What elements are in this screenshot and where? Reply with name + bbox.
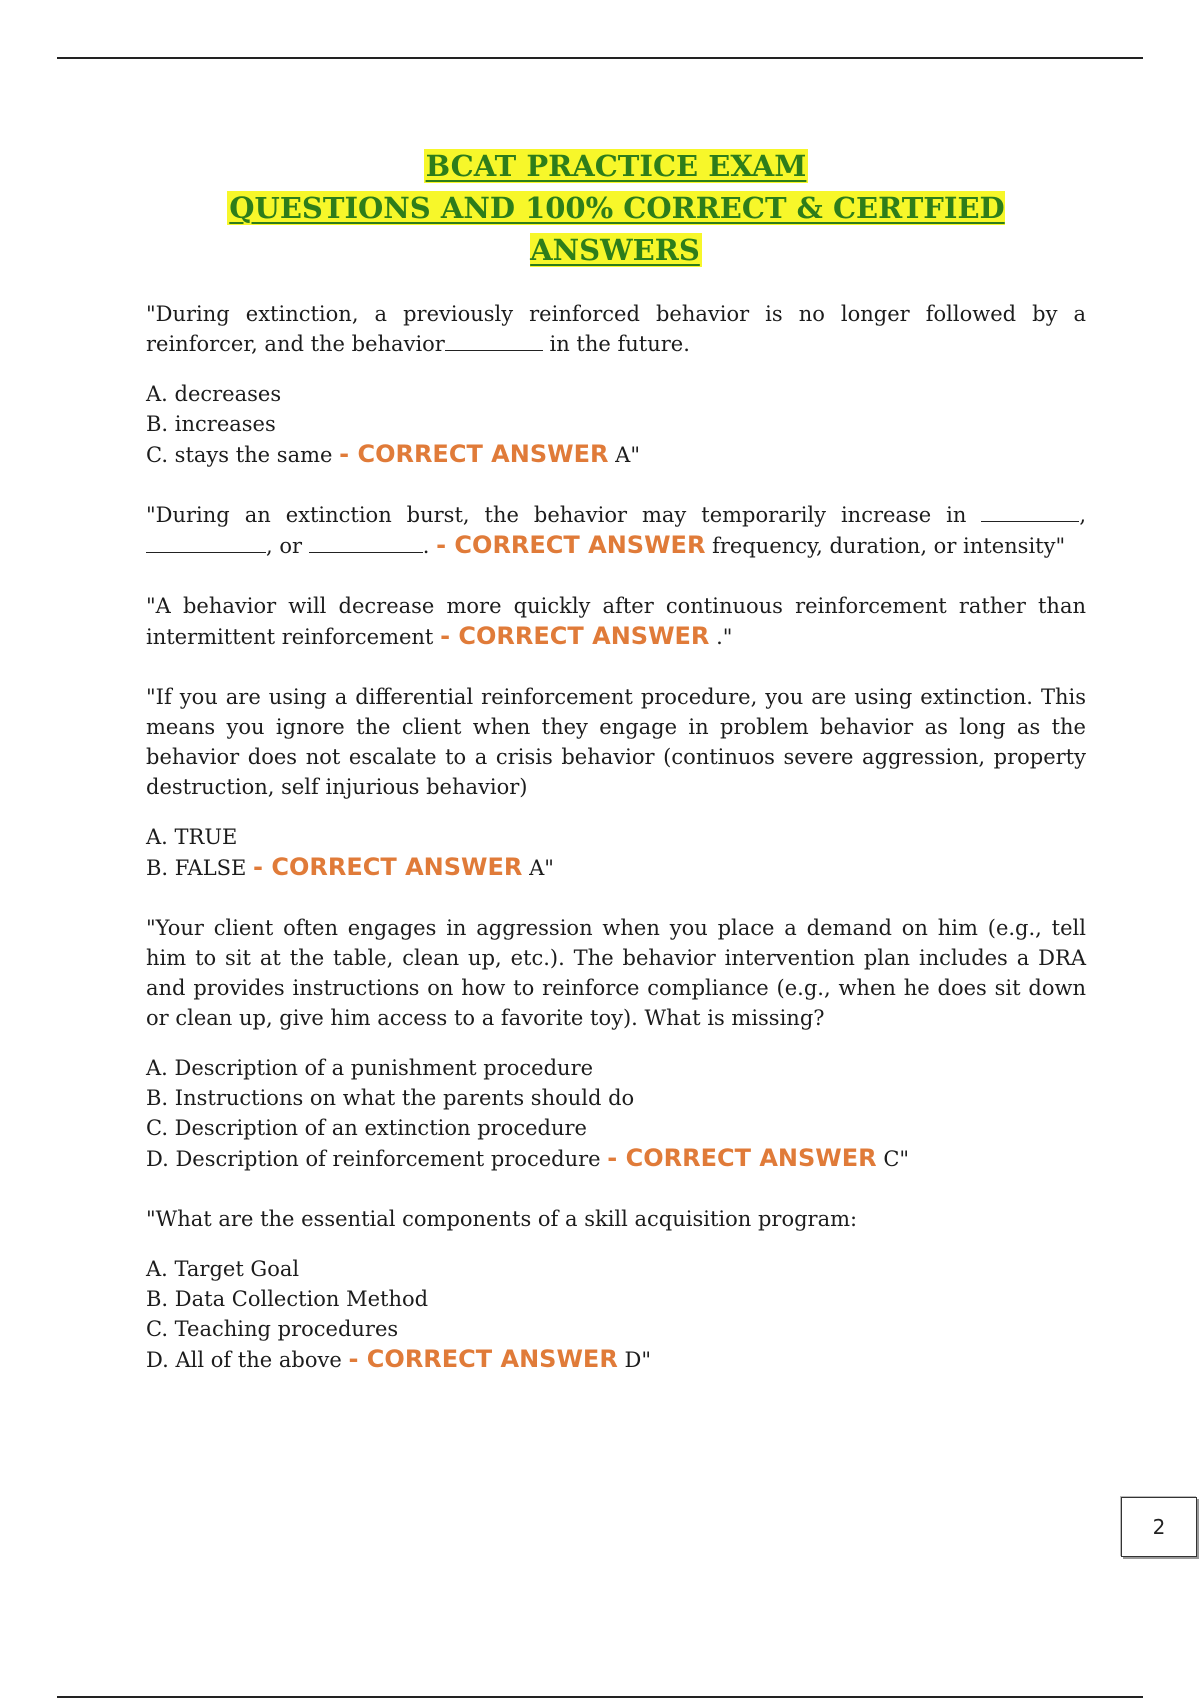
correct-answer-label: - CORRECT ANSWER — [253, 853, 523, 881]
question-5-options — [146, 1053, 1086, 1174]
question-2-text: "During an extinction burst, the behavior may temporarily increase in , , or . - CORRECT ANSWER frequency, duration, or intensity" — [146, 503, 1086, 559]
option-with-answer: D. Description of reinforcement procedure - CORRECT ANSWER C" — [146, 1144, 910, 1172]
document-body — [146, 145, 1086, 1405]
document-title — [146, 145, 1086, 271]
correct-answer-label: - CORRECT ANSWER — [339, 440, 609, 468]
answer-value: A" — [529, 856, 554, 880]
question-4-options — [146, 822, 1086, 883]
option-with-answer: B. FALSE - CORRECT ANSWER A" — [146, 853, 554, 881]
question-4-text: "If you are using a differential reinforcement procedure, you are using extinction. This means you ignore the client when they engage in problem behavior as long as the behavior does not escalate to a crisis behavior (continuos severe aggression, property destruction, self injurious behavior) — [146, 685, 1086, 799]
option: A. Target Goal — [146, 1257, 300, 1281]
answer-blank — [309, 532, 423, 553]
answer-value: frequency, duration, or intensity" — [712, 534, 1066, 558]
option: A. TRUE — [146, 825, 238, 849]
correct-answer-label: - CORRECT ANSWER — [440, 622, 710, 650]
option: C. Teaching procedures — [146, 1317, 399, 1341]
title-line-1: BCAT PRACTICE EXAM — [425, 149, 807, 183]
answer-value: D" — [624, 1348, 651, 1372]
option: A. decreases — [146, 382, 282, 406]
option: A. Description of a punishment procedure — [146, 1056, 594, 1080]
option: B. Data Collection Method — [146, 1287, 429, 1311]
answer-blank — [445, 330, 543, 351]
question-6-text: "What are the essential components of a skill acquisition program: — [146, 1207, 858, 1231]
answer-blank — [146, 532, 266, 553]
page-number-box — [1121, 1497, 1197, 1557]
footer-rule — [57, 1696, 1143, 1698]
answer-value: C" — [883, 1147, 910, 1171]
question-5 — [146, 913, 1086, 1174]
question-6 — [146, 1204, 1086, 1375]
option: B. increases — [146, 412, 276, 436]
question-2 — [146, 500, 1086, 561]
question-6-options — [146, 1254, 1086, 1375]
header-rule — [57, 57, 1143, 59]
page-number: 2 — [1152, 1515, 1166, 1539]
title-line-2: QUESTIONS AND 100% CORRECT & CERTFIED ANSWERS — [229, 191, 1005, 267]
correct-answer-label: - CORRECT ANSWER — [607, 1144, 877, 1172]
question-1 — [146, 299, 1086, 470]
question-1-options — [146, 379, 1086, 470]
option: C. Description of an extinction procedure — [146, 1116, 587, 1140]
question-1-text: "During extinction, a previously reinforced behavior is no longer followed by a reinforcer, and the behavior in the future. — [146, 302, 1086, 356]
correct-answer-label: - CORRECT ANSWER — [348, 1345, 618, 1373]
answer-value: A" — [615, 443, 640, 467]
correct-answer-label: - CORRECT ANSWER — [436, 531, 706, 559]
question-4 — [146, 682, 1086, 883]
question-3 — [146, 591, 1086, 652]
answer-blank — [981, 501, 1079, 522]
question-5-text: "Your client often engages in aggression when you place a demand on him (e.g., tell him to sit at the table, clean up, etc.). The behavior intervention plan includes a DRA and provides instructions on how to reinforce compliance (e.g., when he does sit down or clean up, give him access to a favorite toy). What is missing? — [146, 916, 1086, 1030]
answer-value: ." — [716, 625, 733, 649]
question-3-text: "A behavior will decrease more quickly after continuous reinforcement rather than intermittent reinforcement - CORRECT ANSWER ." — [146, 594, 1086, 650]
option-with-answer: D. All of the above - CORRECT ANSWER D" — [146, 1345, 651, 1373]
option-with-answer: C. stays the same - CORRECT ANSWER A" — [146, 440, 640, 468]
option: B. Instructions on what the parents should do — [146, 1086, 635, 1110]
